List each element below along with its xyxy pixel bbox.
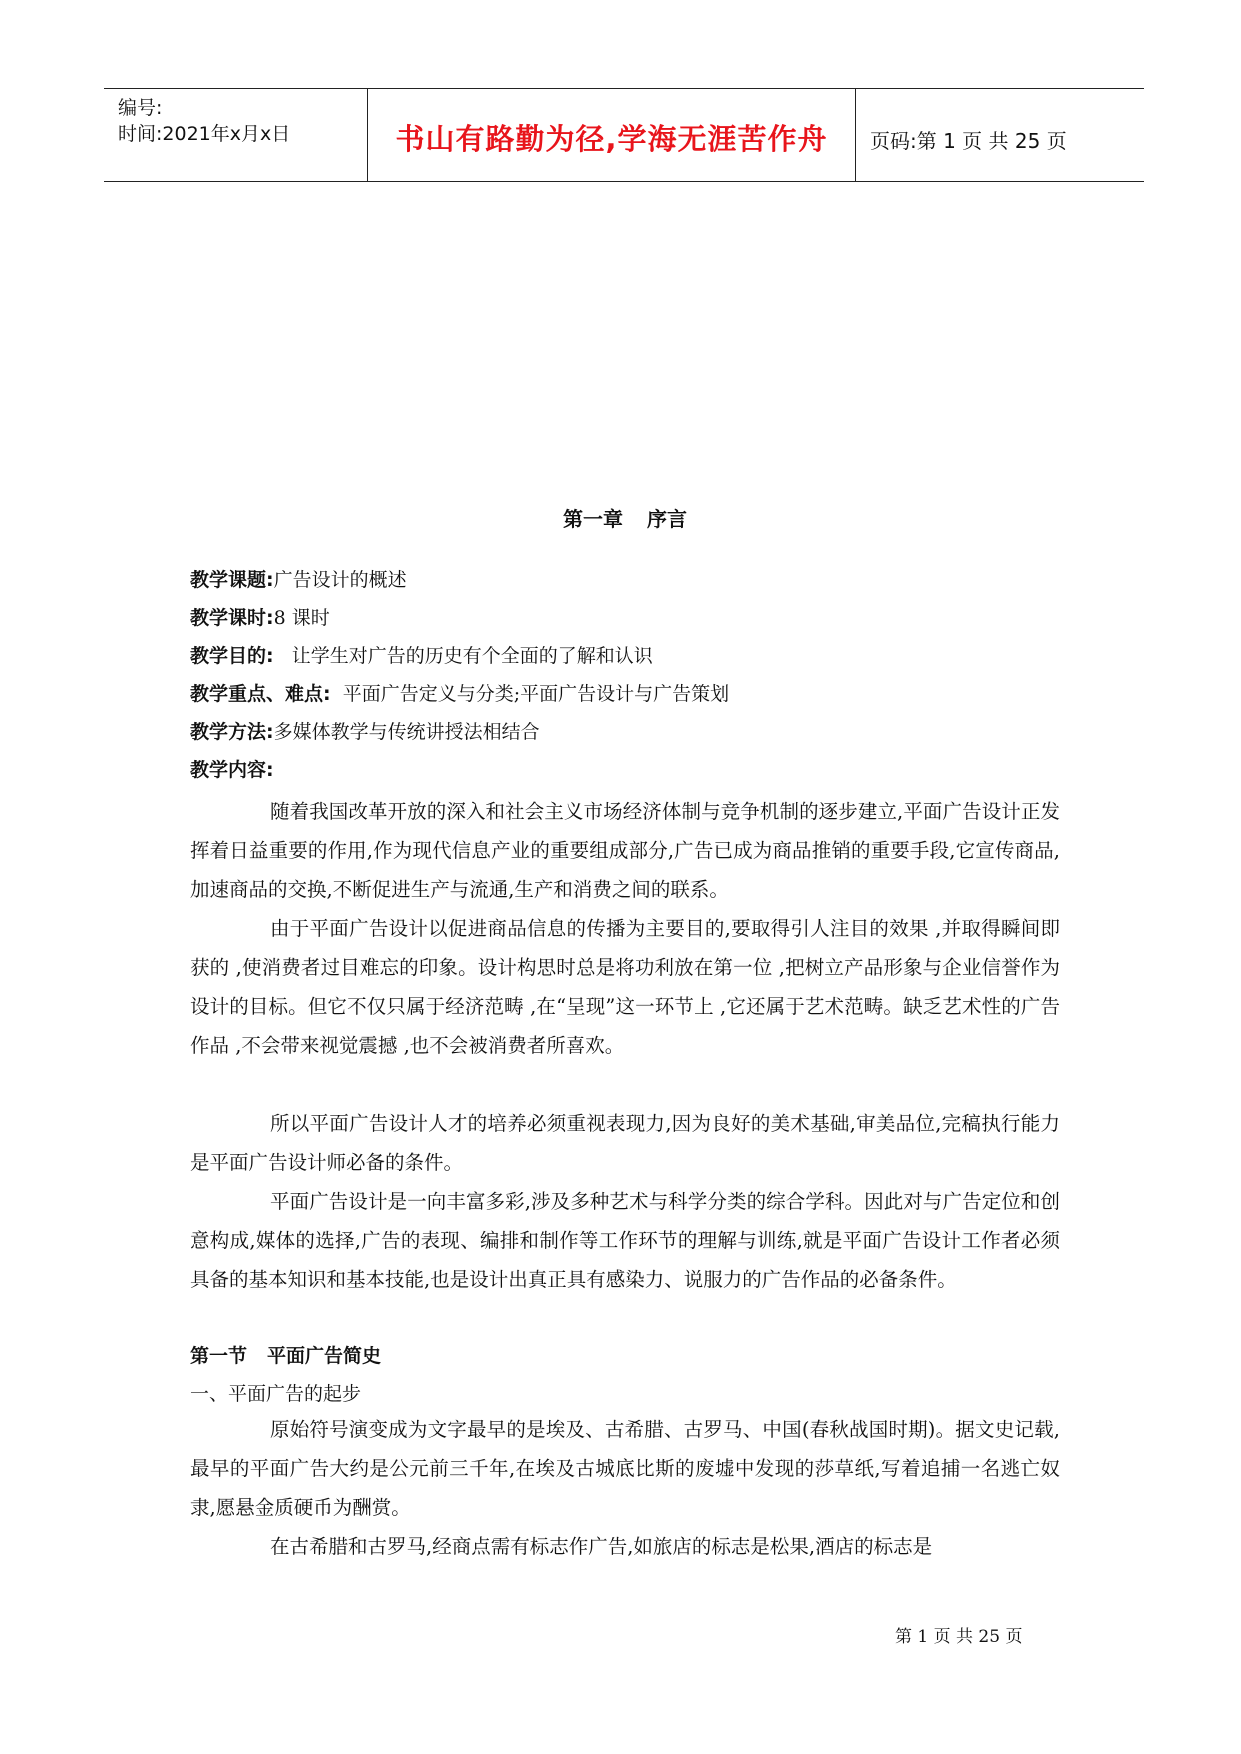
paragraph: 原始符号演变成为文字最早的是埃及、古希腊、古罗马、中国(春秋战国时期)。据文史记载,最早的平面广告大约是公元前三千年,在埃及古城底比斯的废墟中发现的莎草纸,写着追捕一名逃亡奴隶,愿悬金质硬币为酬赏。 [190,1418,1060,1519]
chapter-number: 第一章 [563,507,623,531]
meta-topic [190,567,407,593]
meta-hours [190,605,330,631]
paragraph: 所以平面广告设计人才的培养必须重视表现力,因为良好的美术基础,审美品位,完稿执行能力是平面广告设计师必备的条件。 [190,1112,1060,1174]
section-name: 平面广告简史 [267,1345,382,1367]
page-footer: 第 1 页 共 25 页 [895,1627,1023,1647]
subsection-title: 一、平面广告的起步 [190,1383,362,1405]
meta-label: 教学课题: [190,569,274,591]
section-title [190,1341,381,1368]
page-header [104,88,1144,182]
paragraph: 在古希腊和古罗马,经商点需有标志作广告,如旅店的标志是松果,酒店的标志是 [270,1535,933,1558]
header-motto-cell [368,89,856,181]
chapter-title [190,503,1060,532]
document-number: 编号: [118,97,163,119]
meta-label: 教学内容: [190,759,274,781]
meta-value: 让学生对广告的历史有个全面的了解和认识 [273,645,653,667]
meta-value: 广告设计的概述 [273,569,407,591]
meta-label: 教学课时: [190,607,274,629]
meta-label: 教学重点、难点: [190,683,331,705]
meta-label: 教学目的: [190,645,274,667]
meta-label: 教学方法: [190,721,274,743]
meta-value: 多媒体教学与传统讲授法相结合 [273,721,540,743]
header-page-number: 页码:第 1 页 共 25 页 [870,129,1067,153]
chapter-name: 序言 [647,507,687,531]
meta-content [190,757,274,783]
section-number: 第一节 [190,1345,248,1367]
document-time: 时间:2021年x月x日 [118,123,291,145]
paragraph: 由于平面广告设计以促进商品信息的传播为主要目的,要取得引人注目的效果 ,并取得瞬间即获的 ,使消费者过目难忘的印象。设计构思时总是将功利放在第一位 ,把树立产品形象与企业信誉作为设计的目标。但它不仅只属于经济范畴 ,在“呈现”这一环节上 ,它还属于艺术范畴。缺乏艺术性的广告作品 ,不会带来视觉震撼 ,也不会被消费者所喜欢。 [190,917,1060,1057]
paragraph: 平面广告设计是一向丰富多彩,涉及多种艺术与科学分类的综合学科。因此对与广告定位和创意构成,媒体的选择,广告的表现、编排和制作等工作环节的理解与训练,就是平面广告设计工作者必须具备的基本知识和基本技能,也是设计出真正具有感染力、说服力的广告作品的必备条件。 [190,1190,1060,1291]
paragraph: 随着我国改革开放的深入和社会主义市场经济体制与竞争机制的逐步建立,平面广告设计正发挥着日益重要的作用,作为现代信息产业的重要组成部分,广告已成为商品推销的重要手段,它宣传商品,加速商品的交换,不断促进生产与流通,生产和消费之间的联系。 [190,800,1060,901]
motto: 书山有路勤为径,学海无涯苦作舟 [395,122,828,156]
meta-value: 平面广告定义与分类;平面广告设计与广告策划 [330,683,730,705]
meta-purpose [190,643,653,669]
meta-method [190,719,540,745]
header-info-cell [104,89,368,181]
meta-key-points [190,681,729,707]
meta-value: 8 课时 [273,607,330,629]
header-page-cell [856,89,1144,181]
